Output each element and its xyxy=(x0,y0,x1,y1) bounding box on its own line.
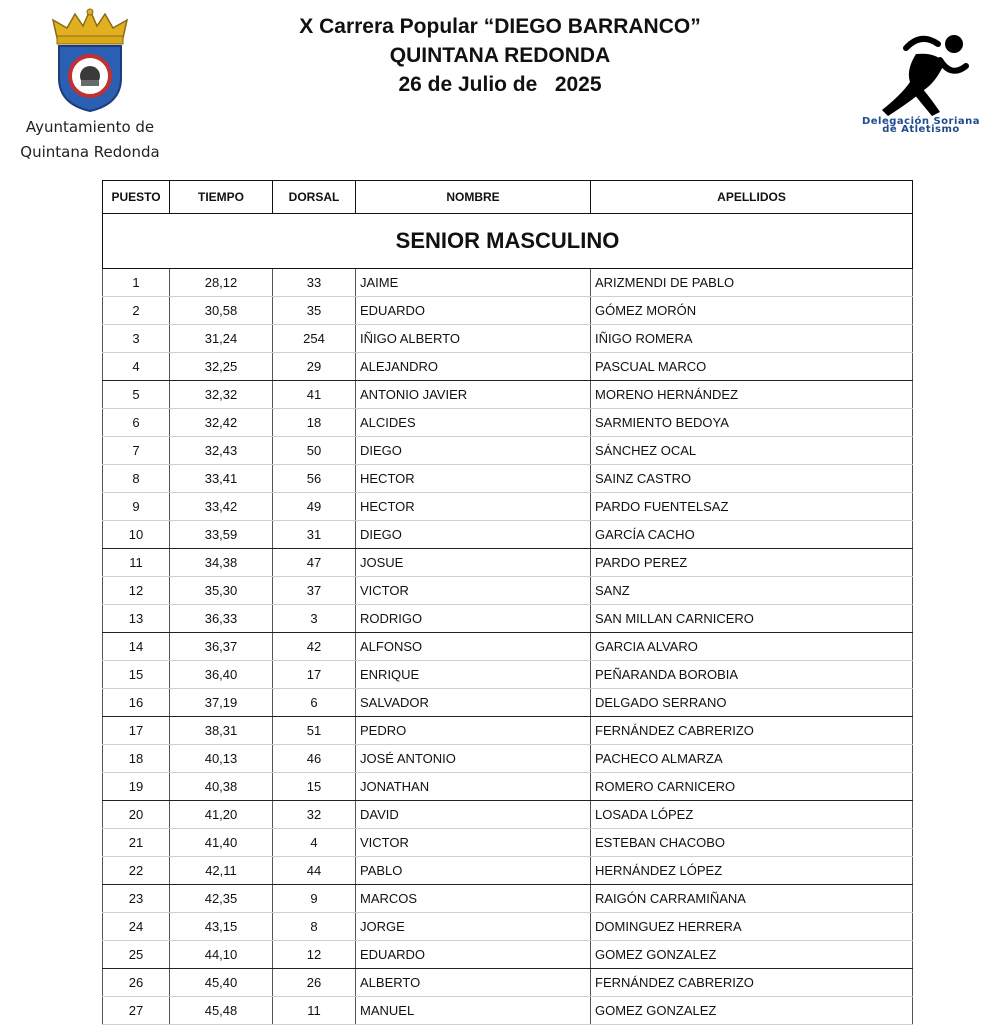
cell-tiempo: 41,40 xyxy=(170,829,273,857)
cell-dorsal: 35 xyxy=(273,297,356,325)
cell-puesto: 2 xyxy=(103,297,170,325)
cell-puesto: 24 xyxy=(103,913,170,941)
cell-puesto: 5 xyxy=(103,381,170,409)
delegation-caption-line1: Delegación Soriana xyxy=(861,116,981,127)
delegation-caption-line2: de Atletismo xyxy=(882,124,960,135)
cell-tiempo: 34,38 xyxy=(170,549,273,577)
table-row xyxy=(103,465,913,493)
cell-tiempo: 36,37 xyxy=(170,633,273,661)
cell-dorsal: 15 xyxy=(273,773,356,801)
results-table xyxy=(102,180,913,1025)
cell-nombre: EDUARDO xyxy=(356,941,591,969)
cell-dorsal: 33 xyxy=(273,269,356,297)
table-row xyxy=(103,885,913,913)
cell-nombre: ALEJANDRO xyxy=(356,353,591,381)
cell-puesto: 27 xyxy=(103,997,170,1025)
cell-apellidos: ARIZMENDI DE PABLO xyxy=(591,269,913,297)
cell-apellidos: DOMINGUEZ HERRERA xyxy=(591,913,913,941)
cell-apellidos: ROMERO CARNICERO xyxy=(591,773,913,801)
table-row xyxy=(103,941,913,969)
column-header-dorsal: DORSAL xyxy=(273,181,356,214)
cell-apellidos: PASCUAL MARCO xyxy=(591,353,913,381)
cell-puesto: 22 xyxy=(103,857,170,885)
cell-puesto: 25 xyxy=(103,941,170,969)
cell-puesto: 15 xyxy=(103,661,170,689)
cell-nombre: MARCOS xyxy=(356,885,591,913)
cell-tiempo: 45,40 xyxy=(170,969,273,997)
cell-apellidos: SAN MILLAN CARNICERO xyxy=(591,605,913,633)
cell-dorsal: 49 xyxy=(273,493,356,521)
cell-apellidos: MORENO HERNÁNDEZ xyxy=(591,381,913,409)
cell-puesto: 16 xyxy=(103,689,170,717)
cell-tiempo: 45,48 xyxy=(170,997,273,1025)
cell-nombre: ALCIDES xyxy=(356,409,591,437)
cell-tiempo: 43,15 xyxy=(170,913,273,941)
cell-dorsal: 18 xyxy=(273,409,356,437)
cell-apellidos: SÁNCHEZ OCAL xyxy=(591,437,913,465)
cell-tiempo: 32,32 xyxy=(170,381,273,409)
cell-apellidos: SAINZ CASTRO xyxy=(591,465,913,493)
cell-nombre: IÑIGO ALBERTO xyxy=(356,325,591,353)
cell-nombre: ENRIQUE xyxy=(356,661,591,689)
cell-tiempo: 35,30 xyxy=(170,577,273,605)
cell-puesto: 7 xyxy=(103,437,170,465)
cell-apellidos: LOSADA LÓPEZ xyxy=(591,801,913,829)
cell-puesto: 6 xyxy=(103,409,170,437)
table-row xyxy=(103,969,913,997)
cell-dorsal: 9 xyxy=(273,885,356,913)
table-row xyxy=(103,521,913,549)
cell-dorsal: 254 xyxy=(273,325,356,353)
runner-icon xyxy=(866,30,976,120)
cell-tiempo: 28,12 xyxy=(170,269,273,297)
cell-nombre: HECTOR xyxy=(356,493,591,521)
cell-apellidos: PACHECO ALMARZA xyxy=(591,745,913,773)
cell-nombre: DAVID xyxy=(356,801,591,829)
cell-nombre: JAIME xyxy=(356,269,591,297)
cell-apellidos: FERNÁNDEZ CABRERIZO xyxy=(591,969,913,997)
cell-nombre: JONATHAN xyxy=(356,773,591,801)
cell-nombre: PABLO xyxy=(356,857,591,885)
cell-apellidos: HERNÁNDEZ LÓPEZ xyxy=(591,857,913,885)
cell-tiempo: 42,35 xyxy=(170,885,273,913)
cell-puesto: 13 xyxy=(103,605,170,633)
cell-tiempo: 36,33 xyxy=(170,605,273,633)
cell-nombre: DIEGO xyxy=(356,521,591,549)
cell-tiempo: 38,31 xyxy=(170,717,273,745)
table-row xyxy=(103,605,913,633)
table-row xyxy=(103,661,913,689)
table-row xyxy=(103,689,913,717)
cell-apellidos: GARCÍA CACHO xyxy=(591,521,913,549)
cell-dorsal: 47 xyxy=(273,549,356,577)
column-header-tiempo: TIEMPO xyxy=(170,181,273,214)
cell-dorsal: 32 xyxy=(273,801,356,829)
cell-dorsal: 31 xyxy=(273,521,356,549)
cell-puesto: 17 xyxy=(103,717,170,745)
table-row xyxy=(103,269,913,297)
cell-tiempo: 40,13 xyxy=(170,745,273,773)
cell-nombre: RODRIGO xyxy=(356,605,591,633)
cell-nombre: JORGE xyxy=(356,913,591,941)
municipality-caption-line2: Quintana Redonda xyxy=(20,143,160,161)
table-row xyxy=(103,633,913,661)
municipality-logo xyxy=(0,8,180,163)
table-row xyxy=(103,745,913,773)
cell-nombre: DIEGO xyxy=(356,437,591,465)
cell-dorsal: 46 xyxy=(273,745,356,773)
cell-dorsal: 37 xyxy=(273,577,356,605)
athletics-delegation-logo xyxy=(846,30,996,136)
cell-dorsal: 41 xyxy=(273,381,356,409)
cell-tiempo: 41,20 xyxy=(170,801,273,829)
cell-puesto: 21 xyxy=(103,829,170,857)
cell-tiempo: 33,42 xyxy=(170,493,273,521)
cell-puesto: 26 xyxy=(103,969,170,997)
title-line-2: QUINTANA REDONDA xyxy=(389,44,611,67)
table-row xyxy=(103,913,913,941)
page-title xyxy=(200,12,800,99)
cell-tiempo: 33,41 xyxy=(170,465,273,493)
cell-tiempo: 33,59 xyxy=(170,521,273,549)
category-title: SENIOR MASCULINO xyxy=(103,214,913,269)
cell-dorsal: 26 xyxy=(273,969,356,997)
table-row xyxy=(103,829,913,857)
cell-tiempo: 30,58 xyxy=(170,297,273,325)
table-row xyxy=(103,493,913,521)
cell-puesto: 14 xyxy=(103,633,170,661)
cell-apellidos: RAIGÓN CARRAMIÑANA xyxy=(591,885,913,913)
table-row xyxy=(103,325,913,353)
table-row xyxy=(103,409,913,437)
coat-of-arms-icon xyxy=(45,8,135,113)
cell-dorsal: 3 xyxy=(273,605,356,633)
municipality-caption-line1: Ayuntamiento de xyxy=(25,118,155,136)
cell-apellidos: DELGADO SERRANO xyxy=(591,689,913,717)
table-row xyxy=(103,997,913,1025)
cell-nombre: SALVADOR xyxy=(356,689,591,717)
cell-nombre: ALFONSO xyxy=(356,633,591,661)
cell-puesto: 20 xyxy=(103,801,170,829)
table-row xyxy=(103,577,913,605)
cell-nombre: ANTONIO JAVIER xyxy=(356,381,591,409)
cell-puesto: 18 xyxy=(103,745,170,773)
cell-puesto: 19 xyxy=(103,773,170,801)
cell-tiempo: 32,25 xyxy=(170,353,273,381)
cell-tiempo: 31,24 xyxy=(170,325,273,353)
cell-nombre: VICTOR xyxy=(356,577,591,605)
cell-apellidos: FERNÁNDEZ CABRERIZO xyxy=(591,717,913,745)
table-row xyxy=(103,297,913,325)
table-row xyxy=(103,717,913,745)
cell-tiempo: 32,42 xyxy=(170,409,273,437)
cell-tiempo: 40,38 xyxy=(170,773,273,801)
cell-puesto: 11 xyxy=(103,549,170,577)
table-row xyxy=(103,437,913,465)
cell-apellidos: ESTEBAN CHACOBO xyxy=(591,829,913,857)
cell-apellidos: PARDO PEREZ xyxy=(591,549,913,577)
cell-nombre: EDUARDO xyxy=(356,297,591,325)
cell-apellidos: PARDO FUENTELSAZ xyxy=(591,493,913,521)
cell-apellidos: GOMEZ GONZALEZ xyxy=(591,941,913,969)
column-header-apellidos: APELLIDOS xyxy=(591,181,913,214)
cell-apellidos: SANZ xyxy=(591,577,913,605)
cell-nombre: VICTOR xyxy=(356,829,591,857)
cell-apellidos: SARMIENTO BEDOYA xyxy=(591,409,913,437)
cell-puesto: 8 xyxy=(103,465,170,493)
table-row xyxy=(103,773,913,801)
cell-puesto: 1 xyxy=(103,269,170,297)
title-line-3: 26 de Julio de 2025 xyxy=(398,73,602,96)
cell-puesto: 23 xyxy=(103,885,170,913)
cell-puesto: 4 xyxy=(103,353,170,381)
cell-puesto: 3 xyxy=(103,325,170,353)
cell-dorsal: 11 xyxy=(273,997,356,1025)
cell-puesto: 12 xyxy=(103,577,170,605)
cell-dorsal: 42 xyxy=(273,633,356,661)
column-header-puesto: PUESTO xyxy=(103,181,170,214)
cell-nombre: JOSUE xyxy=(356,549,591,577)
cell-puesto: 10 xyxy=(103,521,170,549)
cell-dorsal: 50 xyxy=(273,437,356,465)
cell-nombre: JOSÉ ANTONIO xyxy=(356,745,591,773)
table-row xyxy=(103,857,913,885)
title-line-1: X Carrera Popular “DIEGO BARRANCO” xyxy=(299,15,701,38)
cell-tiempo: 37,19 xyxy=(170,689,273,717)
cell-apellidos: IÑIGO ROMERA xyxy=(591,325,913,353)
cell-tiempo: 44,10 xyxy=(170,941,273,969)
table-row xyxy=(103,353,913,381)
cell-nombre: PEDRO xyxy=(356,717,591,745)
cell-dorsal: 29 xyxy=(273,353,356,381)
cell-tiempo: 42,11 xyxy=(170,857,273,885)
cell-dorsal: 44 xyxy=(273,857,356,885)
cell-dorsal: 8 xyxy=(273,913,356,941)
cell-dorsal: 12 xyxy=(273,941,356,969)
cell-dorsal: 6 xyxy=(273,689,356,717)
cell-nombre: ALBERTO xyxy=(356,969,591,997)
column-header-nombre: NOMBRE xyxy=(356,181,591,214)
cell-puesto: 9 xyxy=(103,493,170,521)
table-row xyxy=(103,801,913,829)
cell-apellidos: GARCIA ALVARO xyxy=(591,633,913,661)
cell-tiempo: 36,40 xyxy=(170,661,273,689)
table-row xyxy=(103,549,913,577)
cell-apellidos: GOMEZ GONZALEZ xyxy=(591,997,913,1025)
table-header-row xyxy=(103,181,913,214)
cell-dorsal: 51 xyxy=(273,717,356,745)
category-row xyxy=(103,214,913,269)
cell-nombre: HECTOR xyxy=(356,465,591,493)
cell-dorsal: 56 xyxy=(273,465,356,493)
cell-dorsal: 4 xyxy=(273,829,356,857)
cell-apellidos: PEÑARANDA BOROBIA xyxy=(591,661,913,689)
cell-apellidos: GÓMEZ MORÓN xyxy=(591,297,913,325)
cell-nombre: MANUEL xyxy=(356,997,591,1025)
cell-dorsal: 17 xyxy=(273,661,356,689)
cell-tiempo: 32,43 xyxy=(170,437,273,465)
table-row xyxy=(103,381,913,409)
